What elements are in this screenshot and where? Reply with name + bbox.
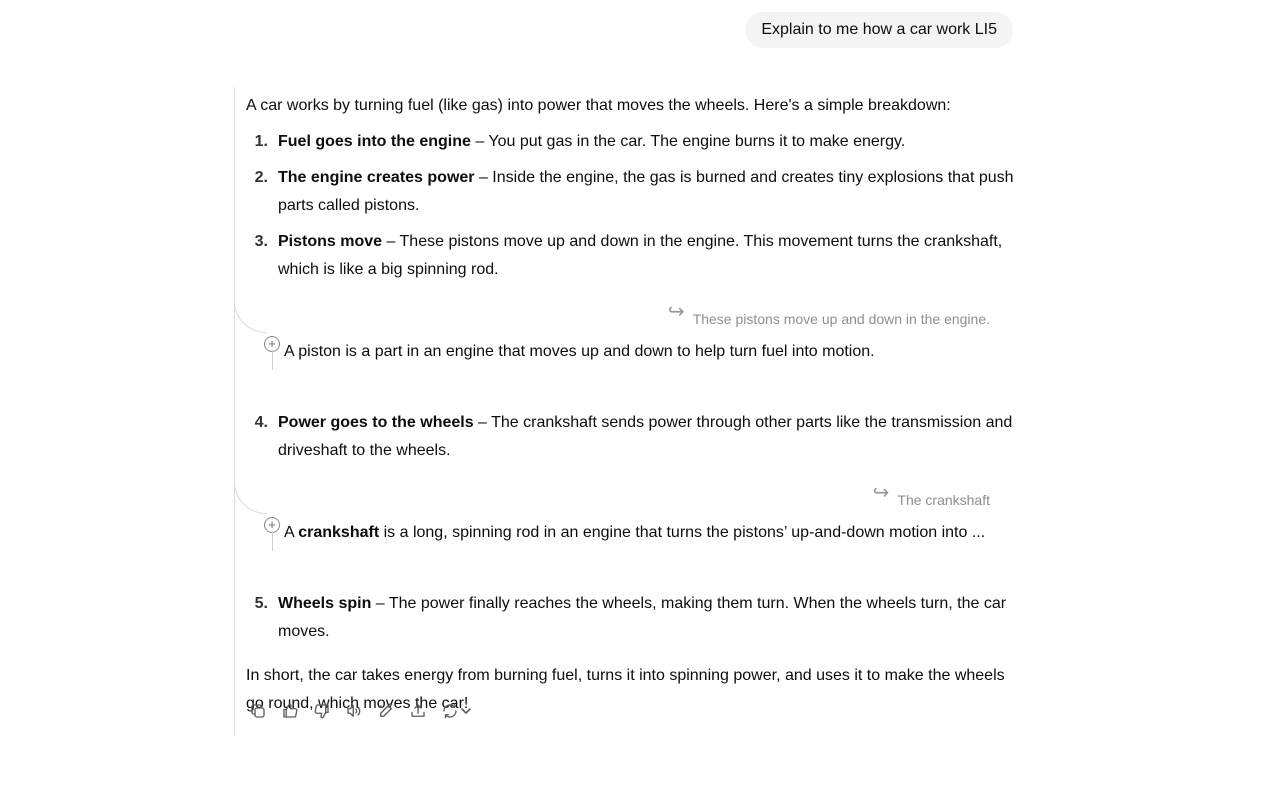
steps-list-continued [246, 409, 1016, 465]
step-title: Fuel goes into the engine [278, 133, 471, 150]
step-text: – Inside the engine, the gas is burned and creates tiny explosions that push parts called pistons. [278, 169, 1014, 214]
steps-list [246, 128, 1016, 284]
quote-answer-text: A [284, 524, 299, 541]
list-item [246, 409, 1016, 465]
thread-branch-curve [234, 292, 267, 333]
response-intro: A car works by turning fuel (like gas) into power that moves the wheels. Here's a simple breakdown: [246, 97, 951, 114]
quoted-text: The crankshaft [897, 492, 990, 508]
quote-followup-block [234, 292, 1016, 409]
response-summary: In short, the car takes energy from burning fuel, turns it into spinning power, and uses it to make the wheels go round, which moves the car! [246, 667, 1005, 712]
chevron-down-icon [460, 705, 472, 717]
regenerate-icon [441, 702, 459, 720]
user-message-text: Explain to me how a car work LI5 [761, 21, 997, 38]
quote-answer-text: A piston is a part in an engine that moves up and down to help turn fuel into motion. [284, 343, 875, 360]
thumbs-up-icon[interactable] [278, 700, 302, 722]
list-item [246, 128, 1016, 156]
step-text: – You put gas in the car. The engine burns it to make energy. [470, 133, 906, 150]
quoted-reference[interactable] [667, 301, 990, 329]
quote-answer-rest: is a long, spinning rod in an engine that turns the pistons’ up-and-down motion into ... [379, 524, 986, 541]
quoted-reference[interactable] [872, 482, 990, 510]
quote-answer [284, 338, 875, 366]
copy-icon[interactable] [246, 700, 270, 722]
list-item [246, 164, 1016, 220]
step-title: Wheels spin [278, 595, 372, 612]
list-item [246, 590, 1016, 646]
quote-bar [272, 350, 273, 370]
message-actions-bar [246, 700, 474, 722]
step-text: – The power finally reaches the wheels, making them turn. When the wheels turn, the car moves. [278, 595, 1007, 640]
quoted-text: These pistons move up and down in the engine. [692, 311, 990, 327]
quote-answer-bold: crankshaft [298, 524, 380, 541]
list-number: 5. [254, 595, 268, 612]
share-icon[interactable] [406, 700, 430, 722]
user-message-bubble [745, 12, 1013, 48]
step-text: – These pistons move up and down in the engine. This movement turns the crankshaft, which is like a big spinning rod. [278, 233, 1003, 278]
step-title: Pistons move [278, 233, 383, 250]
list-number: 3. [254, 233, 268, 250]
list-item [246, 228, 1016, 284]
reply-arrow-icon: ↪ [872, 482, 890, 504]
expand-plus-icon[interactable]: + [264, 517, 280, 533]
expand-plus-icon[interactable]: + [264, 336, 280, 352]
list-number: 2. [254, 169, 268, 186]
response-thread-line [234, 87, 235, 736]
edit-canvas-icon[interactable] [374, 700, 398, 722]
list-number: 1. [254, 133, 268, 150]
thumbs-down-icon[interactable] [310, 700, 334, 722]
step-title: Power goes to the wheels [278, 414, 474, 431]
regenerate-button[interactable] [438, 700, 474, 722]
list-number: 4. [254, 414, 268, 431]
thread-branch-curve [234, 473, 267, 514]
quote-bar [272, 531, 273, 551]
step-title: The engine creates power [278, 169, 475, 186]
quote-followup-block [234, 473, 1016, 590]
read-aloud-icon[interactable] [342, 700, 366, 722]
reply-arrow-icon: ↪ [667, 301, 685, 323]
assistant-response [246, 92, 1016, 718]
quote-answer [284, 519, 985, 547]
steps-list-continued [246, 590, 1016, 646]
step-text: – The crankshaft sends power through other parts like the transmission and driveshaft to the wheels. [278, 414, 1013, 459]
